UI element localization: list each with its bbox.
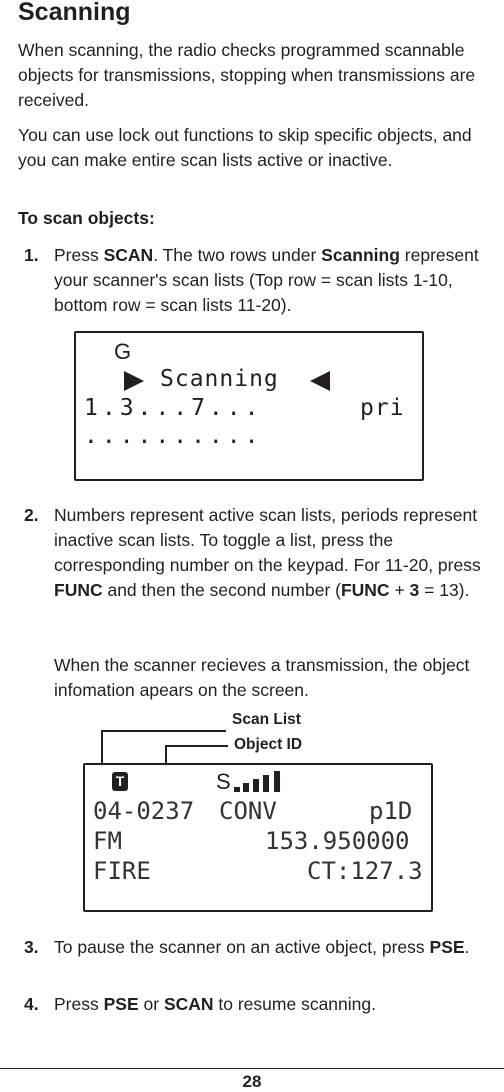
page-number: 28: [242, 1072, 262, 1091]
signal-bar-1: [234, 787, 240, 792]
section-subheading: To scan objects:: [18, 208, 155, 228]
key-pse: PSE: [103, 994, 139, 1014]
key-scan: SCAN: [103, 245, 154, 265]
step-number: 4.: [24, 994, 39, 1014]
object-id: 04-0237: [93, 797, 195, 825]
frequency: 153.950000: [265, 827, 410, 855]
step-text: Press PSE or SCAN to resume scanning.: [54, 994, 376, 1014]
object-info-display: [83, 763, 433, 912]
display-scanning-label: Scanning: [160, 366, 279, 392]
key-scanning: Scanning: [321, 245, 400, 265]
callout-scan-list: Scan List: [232, 711, 301, 728]
intro-paragraph-1: When scanning, the radio checks programmed scannable objects for transmissions, stopping when transmissions are received.: [18, 40, 476, 110]
step-text: Numbers represent active scan lists, periods represent inactive scan lists. To toggle a list, press the corresponding number on the keypad. For 11-20, press FUNC and then the second number (FUNC + 3 = 13).: [54, 505, 481, 600]
priority-flag: p1D: [369, 797, 413, 825]
display-priority: pri: [360, 395, 405, 421]
step-number: 2.: [24, 505, 39, 525]
callout-object-id: Object ID: [234, 736, 303, 753]
step-number: 3.: [24, 937, 39, 957]
signal-bar-4: [263, 775, 269, 792]
display-scan-row-2: ..........: [84, 423, 263, 449]
step-text: Press SCAN. The two rows under Scanning represent your scanner's scan lists (Top row = scan lists 1-10, bottom row = scan lists 11-20).: [54, 245, 479, 315]
intro-paragraph-2: You can use lock out functions to skip specific objects, and you can make entire scan lists active or inactive.: [18, 125, 472, 170]
modulation: FM: [93, 827, 122, 855]
key-pse: PSE: [429, 937, 465, 957]
footer-divider: [0, 1068, 504, 1069]
display-scan-row-1: 1.3...7...: [84, 395, 263, 421]
page-title: Scanning: [18, 0, 131, 26]
key-scan: SCAN: [163, 994, 214, 1014]
system-type: CONV: [219, 797, 277, 825]
object-tag: FIRE: [93, 857, 151, 885]
t-badge-icon: T: [112, 772, 128, 791]
key-3: 3: [409, 580, 420, 600]
display-indicator: G: [114, 339, 132, 364]
key-func: FUNC: [340, 580, 390, 600]
signal-bar-2: [243, 783, 249, 792]
step-number: 1.: [24, 245, 39, 265]
ctcss-tone: CT:127.3: [307, 857, 423, 885]
signal-bar-3: [253, 779, 259, 792]
step-text: To pause the scanner on an active object, press PSE.: [54, 937, 470, 957]
key-func: FUNC: [54, 580, 103, 600]
signal-bar-5: [274, 771, 280, 792]
step-note: When the scanner recieves a transmission, the object infomation apears on the screen.: [54, 655, 470, 700]
signal-label: S: [216, 769, 231, 794]
